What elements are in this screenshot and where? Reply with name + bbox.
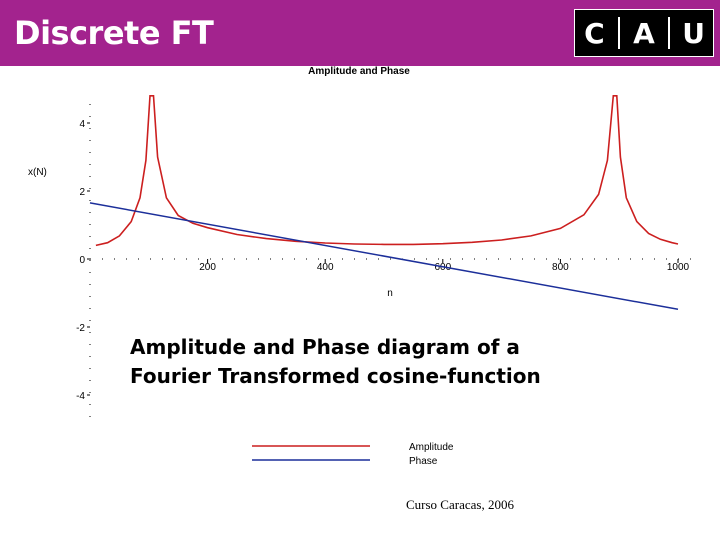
- x-tick-label: 1000: [666, 262, 690, 273]
- logo-letter-c: C: [584, 16, 605, 50]
- x-tick-label: 600: [434, 262, 452, 273]
- x-axis-label: n: [387, 288, 393, 299]
- slide-caption: [130, 333, 541, 391]
- y-axis-label: x(N): [28, 167, 47, 178]
- y-tick-label: -2: [76, 323, 85, 334]
- logo-letter-a: A: [633, 16, 655, 50]
- caption-line-1: Amplitude and Phase diagram of a: [130, 335, 520, 359]
- y-tick-label: 4: [79, 119, 85, 130]
- footer-credit: Curso Caracas, 2006: [406, 497, 514, 512]
- series-line-phase: [90, 203, 678, 309]
- legend-label-amplitude: Amplitude: [409, 442, 454, 453]
- caption-line-2: Fourier Transformed cosine-function: [130, 364, 541, 388]
- x-tick-label: 400: [316, 262, 334, 273]
- y-tick-label: -4: [76, 391, 85, 402]
- series-line-amplitude: [96, 96, 678, 246]
- chart-title: Amplitude and Phase: [308, 66, 410, 77]
- y-tick-label: 2: [79, 187, 85, 198]
- logo-letter-u: U: [682, 16, 705, 50]
- y-tick-label: 0: [79, 255, 85, 266]
- legend-label-phase: Phase: [409, 456, 438, 467]
- x-tick-label: 200: [199, 262, 216, 273]
- slide-title: Discrete FT: [14, 14, 214, 52]
- x-tick-label: 800: [552, 262, 569, 273]
